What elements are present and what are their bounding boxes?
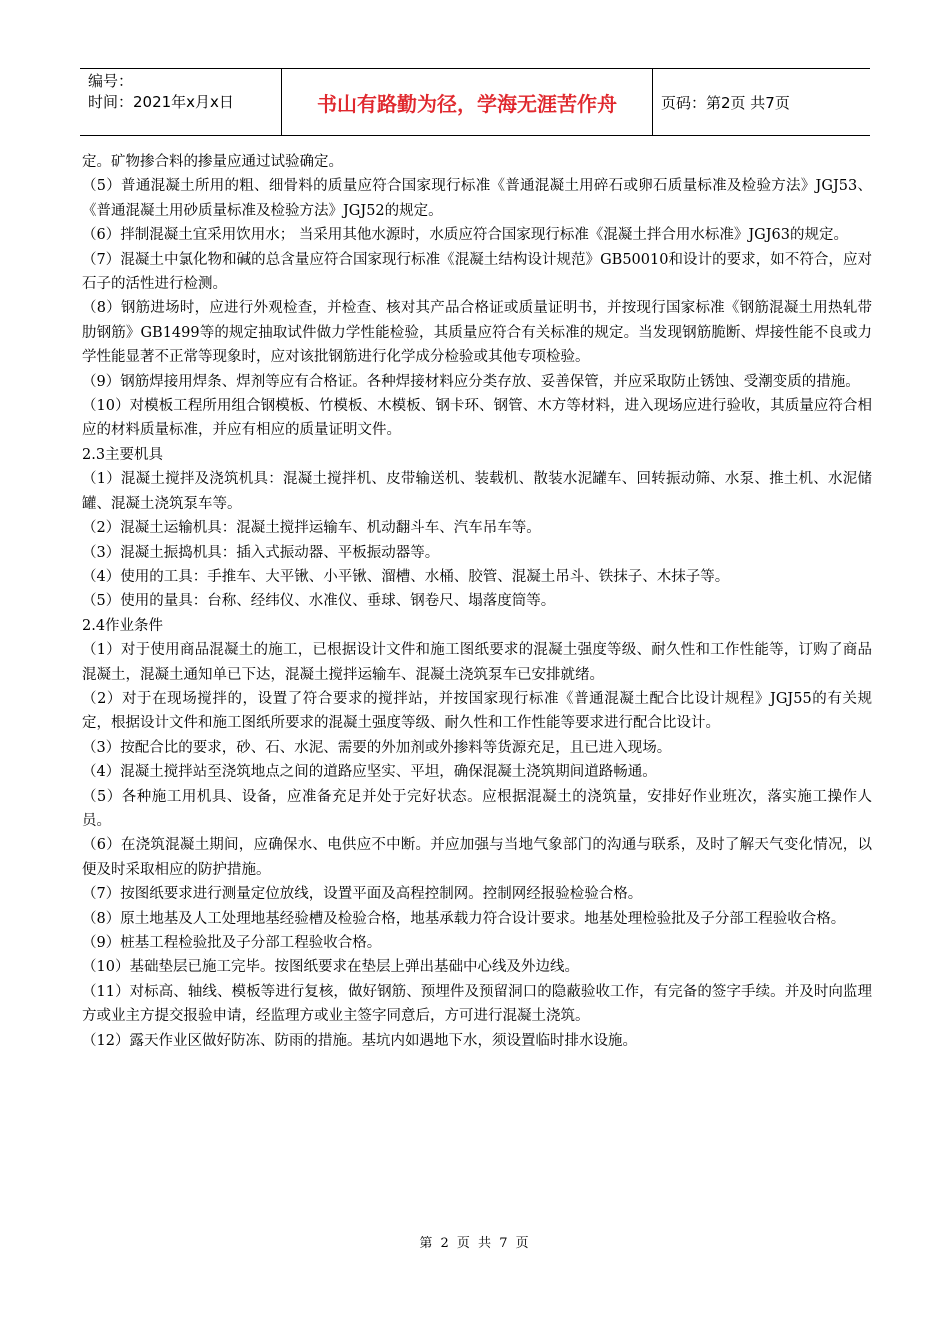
document-date: 时间：2021年x月x日 bbox=[88, 93, 234, 111]
section-heading: 2.4作业条件 bbox=[82, 617, 164, 634]
paragraph: （2）混凝土运输机具：混凝土搅拌运输车、机动翻斗车、汽车吊车等。 bbox=[82, 520, 541, 537]
paragraph: （6）在浇筑混凝土期间，应确保水、电供应不中断。并应加强与当地气象部门的沟通与联系，及时了解天气变化情况，以便及时采取相应的防护措施。 bbox=[82, 837, 872, 878]
header-motto: 书山有路勤为径，学海无涯苦作舟 bbox=[317, 91, 617, 116]
paragraph: （5）各种施工用机具、设备，应准备充足并处于完好状态。应根据混凝土的浇筑量，安排好作业班次，落实施工操作人员。 bbox=[82, 788, 872, 829]
section-heading: 2.3主要机具 bbox=[82, 446, 164, 463]
document-number: 编号： bbox=[88, 72, 134, 90]
paragraph: （9）钢筋焊接用焊条、焊剂等应有合格证。各种焊接材料应分类存放、妥善保管，并应采取防止锈蚀、受潮变质的措施。 bbox=[82, 373, 860, 390]
paragraph: （8）原土地基及人工处理地基经验槽及检验合格，地基承载力符合设计要求。地基处理检验批及子分部工程验收合格。 bbox=[82, 910, 846, 927]
paragraph: （1）对于使用商品混凝土的施工，已根据设计文件和施工图纸要求的混凝土强度等级、耐久性和工作性能等，订购了商品混凝土，混凝土通知单已下达，混凝土搅拌运输车、混凝土浇筑泵车已安排就绪。 bbox=[82, 642, 872, 683]
paragraph: （1）混凝土搅拌及浇筑机具：混凝土搅拌机、皮带输送机、装载机、散装水泥罐车、回转振动筛、水泵、推土机、水泥储罐、混凝土浇筑泵车等。 bbox=[82, 471, 872, 512]
paragraph: （5）普通混凝土所用的粗、细骨料的质量应符合国家现行标准《普通混凝土用碎石或卵石质量标准及检验方法》JGJ53、《普通混凝土用砂质量标准及检验方法》JGJ52的规定。 bbox=[82, 178, 872, 219]
paragraph: （12）露天作业区做好防冻、防雨的措施。基坑内如遇地下水，须设置临时排水设施。 bbox=[82, 1032, 637, 1049]
paragraph: （7）混凝土中氯化物和碱的总含量应符合国家现行标准《混凝土结构设计规范》GB50010和设计的要求，如不符合，应对石子的活性进行检测。 bbox=[82, 251, 872, 293]
paragraph: （2）对于在现场搅拌的，设置了符合要求的搅拌站，并按国家现行标准《普通混凝土配合比设计规程》JGJ55的有关规定，根据设计文件和施工图纸所要求的混凝土强度等级、耐久性和工作性能等要求进行配合比设计。 bbox=[82, 690, 872, 732]
paragraph: （11）对标高、轴线、模板等进行复核，做好钢筋、预埋件及预留洞口的隐蔽验收工作，有完备的签字手续。并及时向监理方或业主方提交报验申请，经监理方或业主签字同意后，方可进行混凝土浇筑。 bbox=[82, 983, 872, 1025]
header-info-cell bbox=[80, 69, 282, 135]
paragraph: （3）按配合比的要求，砂、石、水泥、需要的外加剂或外掺料等货源充足，且已进入现场。 bbox=[82, 739, 672, 756]
page-header bbox=[80, 68, 870, 136]
paragraph: （8）钢筋进场时，应进行外观检查，并检查、核对其产品合格证或质量证明书，并按现行国家标准《钢筋混凝土用热轧带肋钢筋》GB1499等的规定抽取试件做力学性能检验，其质量应符合有关标准的规定。当发现钢筋脆断、焊接性能不良或力学性能显著不正常等现象时，应对该批钢筋进行化学成分检验或其他专项检验。 bbox=[82, 300, 872, 366]
paragraph: （4）使用的工具：手推车、大平锹、小平锹、溜槽、水桶、胶管、混凝土吊斗、铁抹子、木抹子等。 bbox=[82, 568, 730, 585]
header-page-cell bbox=[653, 69, 870, 135]
header-motto-cell bbox=[282, 69, 653, 135]
paragraph: 定。矿物掺合料的掺量应通过试验确定。 bbox=[82, 154, 343, 170]
paragraph: （7）按图纸要求进行测量定位放线，设置平面及高程控制网。控制网经报验检验合格。 bbox=[82, 886, 643, 903]
header-page-number: 页码：第2页 共7页 bbox=[661, 93, 790, 112]
paragraph: （4）混凝土搅拌站至浇筑地点之间的道路应坚实、平坦，确保混凝土浇筑期间道路畅通。 bbox=[82, 764, 657, 781]
paragraph: （6）拌制混凝土宜采用饮用水； 当采用其他水源时，水质应符合国家现行标准《混凝土拌合用水标准》JGJ63的规定。 bbox=[82, 227, 848, 244]
page-footer: 第 2 页 共 7 页 bbox=[419, 1236, 531, 1251]
paragraph: （10）基础垫层已施工完毕。按图纸要求在垫层上弹出基础中心线及外边线。 bbox=[82, 959, 579, 976]
paragraph: （9）桩基工程检验批及子分部工程验收合格。 bbox=[82, 935, 382, 951]
paragraph: （3）混凝土振捣机具：插入式振动器、平板振动器等。 bbox=[82, 544, 440, 561]
paragraph: （5）使用的量具：台称、经纬仪、水准仪、垂球、钢卷尺、塌落度筒等。 bbox=[82, 593, 556, 610]
document-body bbox=[82, 150, 872, 1053]
paragraph: （10）对模板工程所用组合钢模板、竹模板、木模板、钢卡环、钢管、木方等材料，进入现场应进行验收，其质量应符合相应的材料质量标准，并应有相应的质量证明文件。 bbox=[82, 398, 872, 439]
